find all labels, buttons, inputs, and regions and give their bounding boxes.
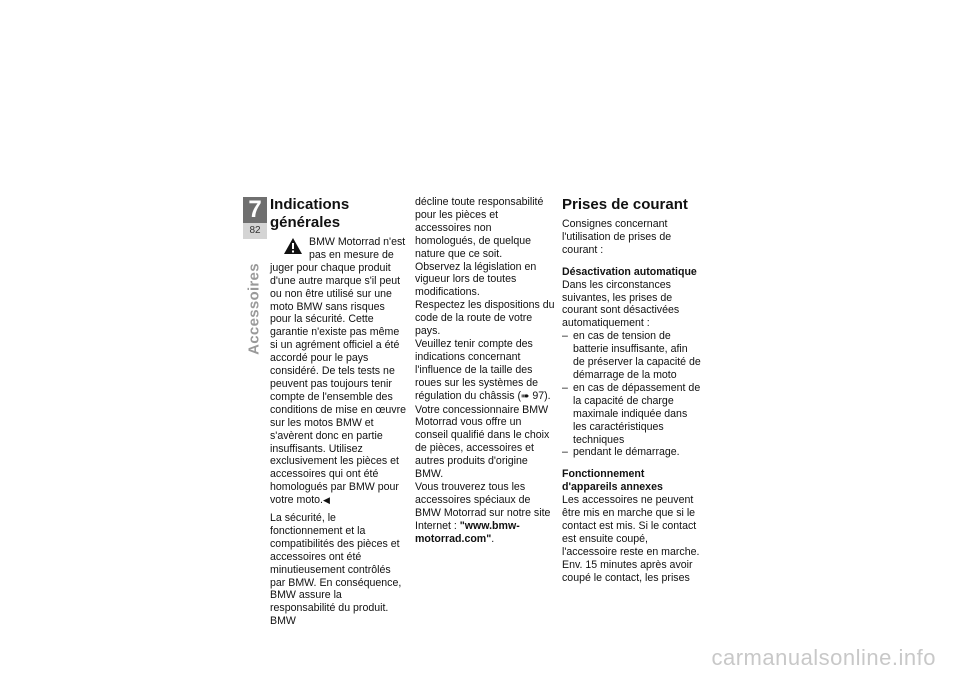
end-mark: ◀ [323,495,330,506]
warning-block [270,236,408,507]
chapter-title: Accessoires [245,263,263,355]
paragraph-text: Veuillez tenir compte des indications concernant l'influence de la taille des roues sur les systèmes de régulation du châssis ( [415,337,539,402]
list-item: – pendant le démarrage. [562,446,702,459]
website-link[interactable]: "www.bmw-motorrad.com" [415,519,520,545]
paragraph-text: . [491,532,495,545]
paragraph: Votre concessionnaire BMW Motorrad vous offre un conseil qualifié dans le choix de pièces, accessoires et autres produits d'origine BMW. [415,403,550,481]
warning-triangle-icon [283,237,303,255]
chapter-title-vertical [239,263,269,355]
chapter-number: 7 [248,196,262,223]
paragraph-with-link [415,481,555,546]
section-heading-sockets: Prises de courant [562,196,688,213]
column-2 [415,196,555,545]
column-3 [562,196,702,584]
paragraph-with-reference [415,338,555,404]
condition-list [562,330,702,459]
subheading-auto-deactivation: Désactivation automatique [562,265,697,278]
chapter-tab [243,197,267,239]
section-heading-general: Indications générales [270,196,350,231]
paragraph: décline toute responsabilité pour les pièces et accessoires non homologués, de quelque nature que ce soit. [415,196,544,260]
paragraph: Observez la législation en vigueur lors de toutes modifications. [415,260,537,299]
paragraph: Respectez les dispositions du code de la route de votre pays. [415,299,555,338]
paragraph: Les accessoires ne peuvent être mis en marche que si le contact est mis. Si le contact est ensuite coupé, l'accessoire reste en marche. Env. 15 minutes après avoir coupé le contact, les prises [562,494,700,584]
paragraph-text: Vous trouverez tous les accessoires spéciaux de BMW Motorrad sur notre site Internet : [415,480,551,532]
list-item: – en cas de dépassement de la capacité de charge maximale indiquée dans les caractéristiques techniques [562,382,702,447]
paragraph: La sécurité, le fonctionnement et la compatibilités des pièces et accessoires ont été minutieusement contrôlés par BMW. En conséquence, BMW assure la responsabilité du produit. BMW [270,512,402,628]
reference-arrow-icon: ➠ [521,390,530,402]
page-reference[interactable]: 97). [529,389,551,402]
paragraph: Consignes concernant l'utilisation de prises de courant : [562,218,672,256]
list-item: – en cas de tension de batterie insuffisante, afin de préserver la capacité de démarrage de la moto [562,330,702,382]
paragraph: Dans les circonstances suivantes, les prises de courant sont désactivées automatiquement : [562,278,680,330]
column-1 [270,196,408,628]
page-number: 82 [243,223,267,239]
warning-text: BMW Motorrad n'est pas en mesure de juger pour chaque produit d'une autre marque s'il peut ou non être utilisé sur une moto BMW sans risques pour la sécurité. Cette garantie n'existe pas même si un agrément officiel a été accordé pour le pays considéré. De tels tests ne peuvent pas toujours tenir compte de l'ensemble des conditions de mise en œuvre sur les motos BMW et s'avèrent donc en partie insuffisants. Utilisez exclusivement les pièces et accessoires qui ont été homologués par BMW pour votre moto. [270,236,407,507]
watermark: carmanualsonline.info [711,645,936,670]
subheading-accessory-operation: Fonctionnement d'appareils annexes [562,468,663,494]
